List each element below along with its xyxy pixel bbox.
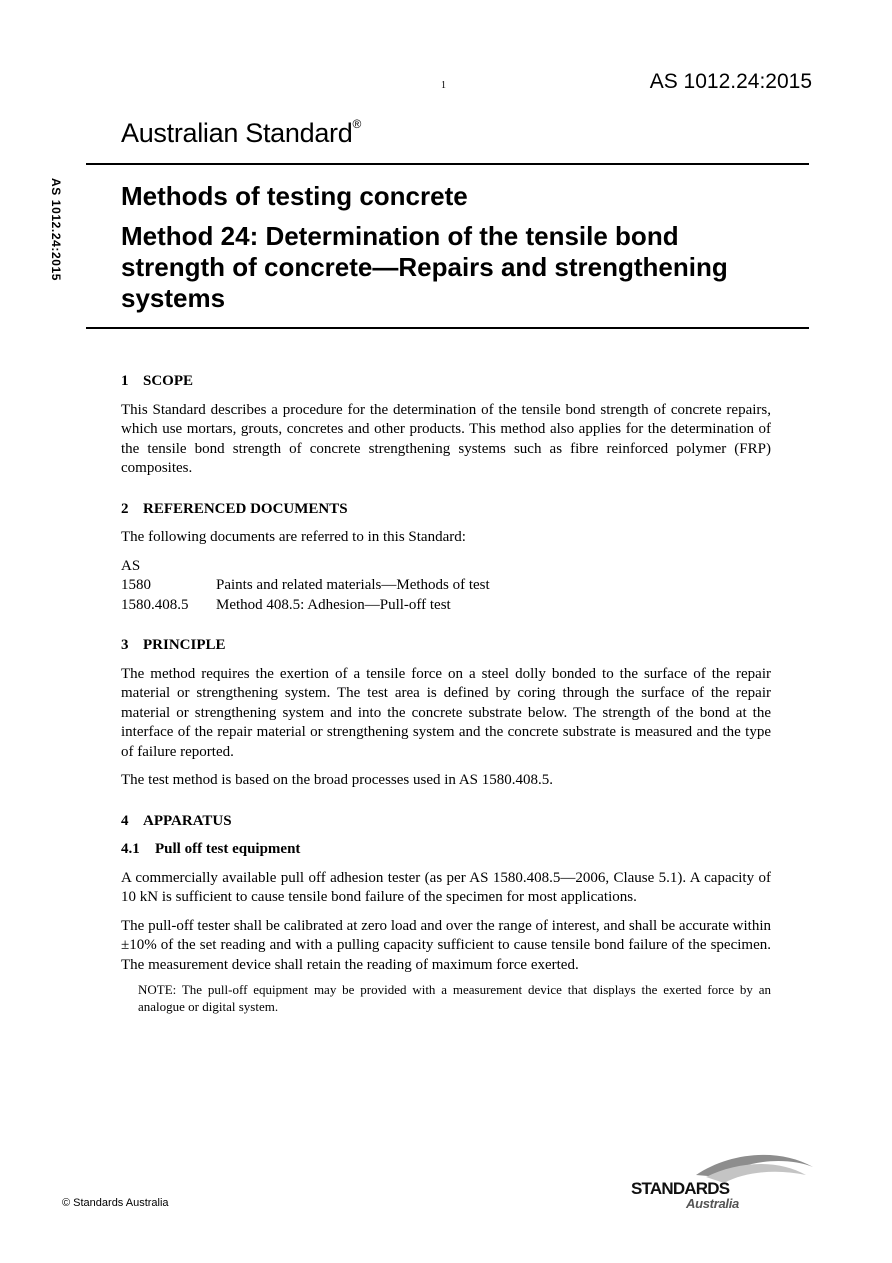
reference-title: Method 408.5: Adhesion—Pull-off test	[216, 596, 451, 613]
reference-code: 1580.408.5	[121, 596, 189, 613]
reference-item	[121, 596, 771, 616]
registered-mark: ®	[352, 117, 361, 131]
reference-item	[121, 576, 771, 596]
page-number: 1	[441, 80, 446, 91]
subsection-title: Pull off test equipment	[155, 841, 301, 857]
section-title: PRINCIPLE	[143, 637, 226, 653]
section-number: 4	[121, 812, 129, 829]
section-number: 2	[121, 500, 129, 517]
section-heading-references	[121, 500, 771, 520]
document-subtitle: Method 24: Determination of the tensile bond strength of concrete—Repairs and strengthening systems	[121, 221, 728, 313]
standard-code: AS 1012.24:2015	[649, 70, 812, 93]
apparatus-paragraph: The pull-off tester shall be calibrated at zero load and over the range of interest, and shall be accurate within ±10% of the set reading and with a pulling capacity sufficient to cause tensile bond failure of the specimen. The measurement device shall retain the reading of maximum force exerted.	[121, 917, 771, 973]
section-title: APPARATUS	[143, 812, 232, 829]
principle-paragraph: The method requires the exertion of a tensile force on a steel dolly bonded to the surface of the repair material or strengthening system. The test area is defined by coring through the surface of the repair material or strengthening system and into the concrete substrate below. The strength of the bond at the interface of the repair material or strengthening system and the concrete substrate is measured and the type of failure reported.	[121, 665, 771, 760]
apparatus-paragraph: A commercially available pull off adhesion tester (as per AS 1580.408.5—2006, Clause 5.1). A capacity of 10 kN is sufficient to cause tensile bond failure of the specimen for most applications.	[121, 869, 771, 905]
section-title: SCOPE	[143, 373, 194, 389]
reference-group: AS	[121, 557, 141, 574]
reference-list	[121, 557, 771, 616]
reference-title: Paints and related materials—Methods of test	[216, 577, 490, 593]
section-heading-principle	[121, 636, 771, 656]
brand-title	[121, 118, 361, 149]
scope-paragraph: This Standard describes a procedure for the determination of the tensile bond strength of concrete repairs, which use mortars, grouts, concretes and other products. This method also applies for the determination of the tensile bond strength of concrete strengthening systems such as fibre reinforced polymer (FRP) composites.	[121, 401, 771, 476]
section-heading-apparatus	[121, 812, 771, 832]
references-intro: The following documents are referred to in this Standard:	[121, 529, 466, 545]
reference-code: 1580	[121, 577, 151, 593]
brand-text: Australian Standard	[121, 118, 353, 148]
subsection-number: 4.1	[121, 841, 140, 857]
side-standard-code: AS 1012.24:2015	[49, 178, 63, 282]
section-number: 1	[121, 373, 129, 389]
document-body	[121, 372, 771, 1015]
section-number: 3	[121, 637, 129, 653]
copyright-notice: © Standards Australia	[62, 1197, 169, 1209]
subsection-heading-pull-off	[121, 840, 771, 860]
document-title: Methods of testing concrete	[121, 181, 468, 211]
logo-subtitle: Australia	[686, 1196, 739, 1211]
note: NOTE: The pull-off equipment may be provided with a measurement device that displays the exerted force by an analogue or digital system.	[138, 982, 771, 1014]
section-heading-scope	[121, 372, 771, 392]
principle-paragraph: The test method is based on the broad processes used in AS 1580.408.5.	[121, 772, 554, 788]
logo-wordmark: STANDARDS	[631, 1179, 730, 1198]
section-title: REFERENCED DOCUMENTS	[143, 500, 348, 517]
header-rule-top	[86, 163, 809, 165]
header-rule-bottom	[86, 327, 809, 329]
